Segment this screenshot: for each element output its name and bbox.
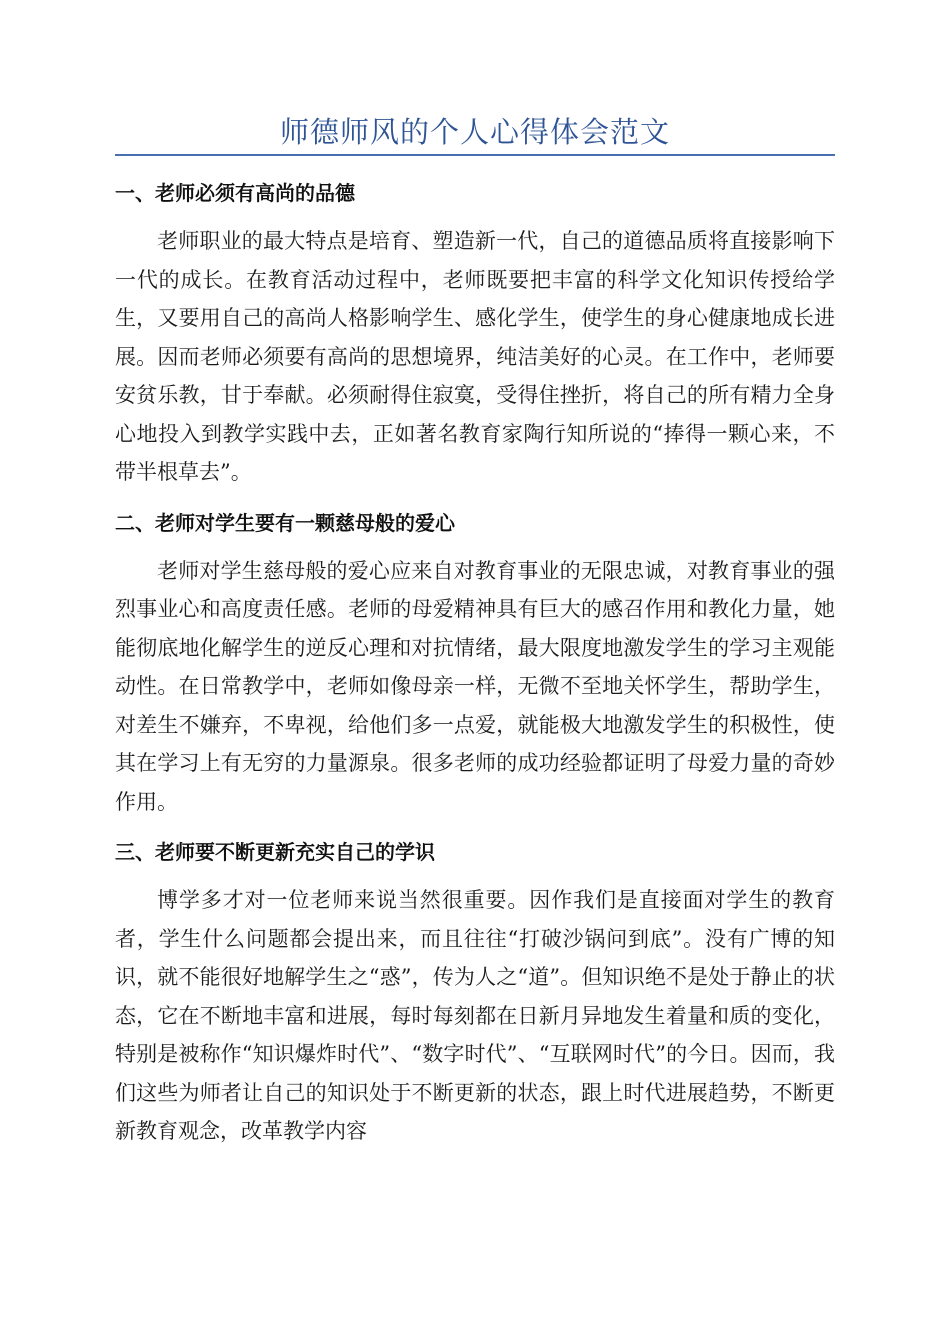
section-paragraph: 老师对学生慈母般的爱心应来自对教育事业的无限忠诚，对教育事业的强烈事业心和高度责任感。老师的母爱精神具有巨大的感召作用和教化力量，她能彻底地化解学生的逆反心理和对抗情绪，最大限度地激发学生的学习主观能动性。在日常教学中，老师如像母亲一样，无微不至地关怀学生，帮助学生，对差生不嫌弃，不卑视，给他们多一点爱，就能极大地激发学生的积极性，使其在学习上有无穷的力量源泉。很多老师的成功经验都证明了母爱力量的奇妙作用。 xyxy=(115,558,835,814)
section-3 xyxy=(115,832,835,1151)
title-underline xyxy=(115,154,835,156)
section-heading: 二、老师对学生要有一颗慈母般的爱心 xyxy=(115,510,455,535)
document-title: 师德师风的个人心得体会范文 xyxy=(279,115,670,149)
section-heading: 三、老师要不断更新充实自己的学识 xyxy=(115,840,435,864)
section-heading: 一、老师必须有高尚的品德 xyxy=(115,181,355,205)
section-paragraph: 博学多才对一位老师来说当然很重要。因作我们是直接面对学生的教育者，学生什么问题都会提出来，而且往往“打破沙锅问到底”。没有广博的知识，就不能很好地解学生之“惑”，传为人之“道”。但知识绝不是处于静止的状态，它在不断地丰富和进展，每时每刻都在日新月异地发生着量和质的变化，特别是被称作“知识爆炸时代”、“数字时代”、“互联网时代”的今日。因而，我们这些为师者让自己的知识处于不断更新的状态，跟上时代进展趋势，不断更新教育观念，改革教学内容 xyxy=(115,888,835,1143)
section-paragraph: 老师职业的最大特点是培育、塑造新一代，自己的道德品质将直接影响下一代的成长。在教育活动过程中，老师既要把丰富的科学文化知识传授给学生，又要用自己的高尚人格影响学生、感化学生，使学生的身心健康地成长进展。因而老师必须要有高尚的思想境界，纯洁美好的心灵。在工作中，老师要安贫乐教，甘于奉献。必须耐得住寂寞，受得住挫折，将自己的所有精力全身心地投入到教学实践中去，正如著名教育家陶行知所说的“捧得一颗心来，不带半根草去”。 xyxy=(115,229,835,484)
section-1 xyxy=(115,173,835,492)
section-2 xyxy=(115,503,835,822)
document-body xyxy=(115,173,835,1162)
